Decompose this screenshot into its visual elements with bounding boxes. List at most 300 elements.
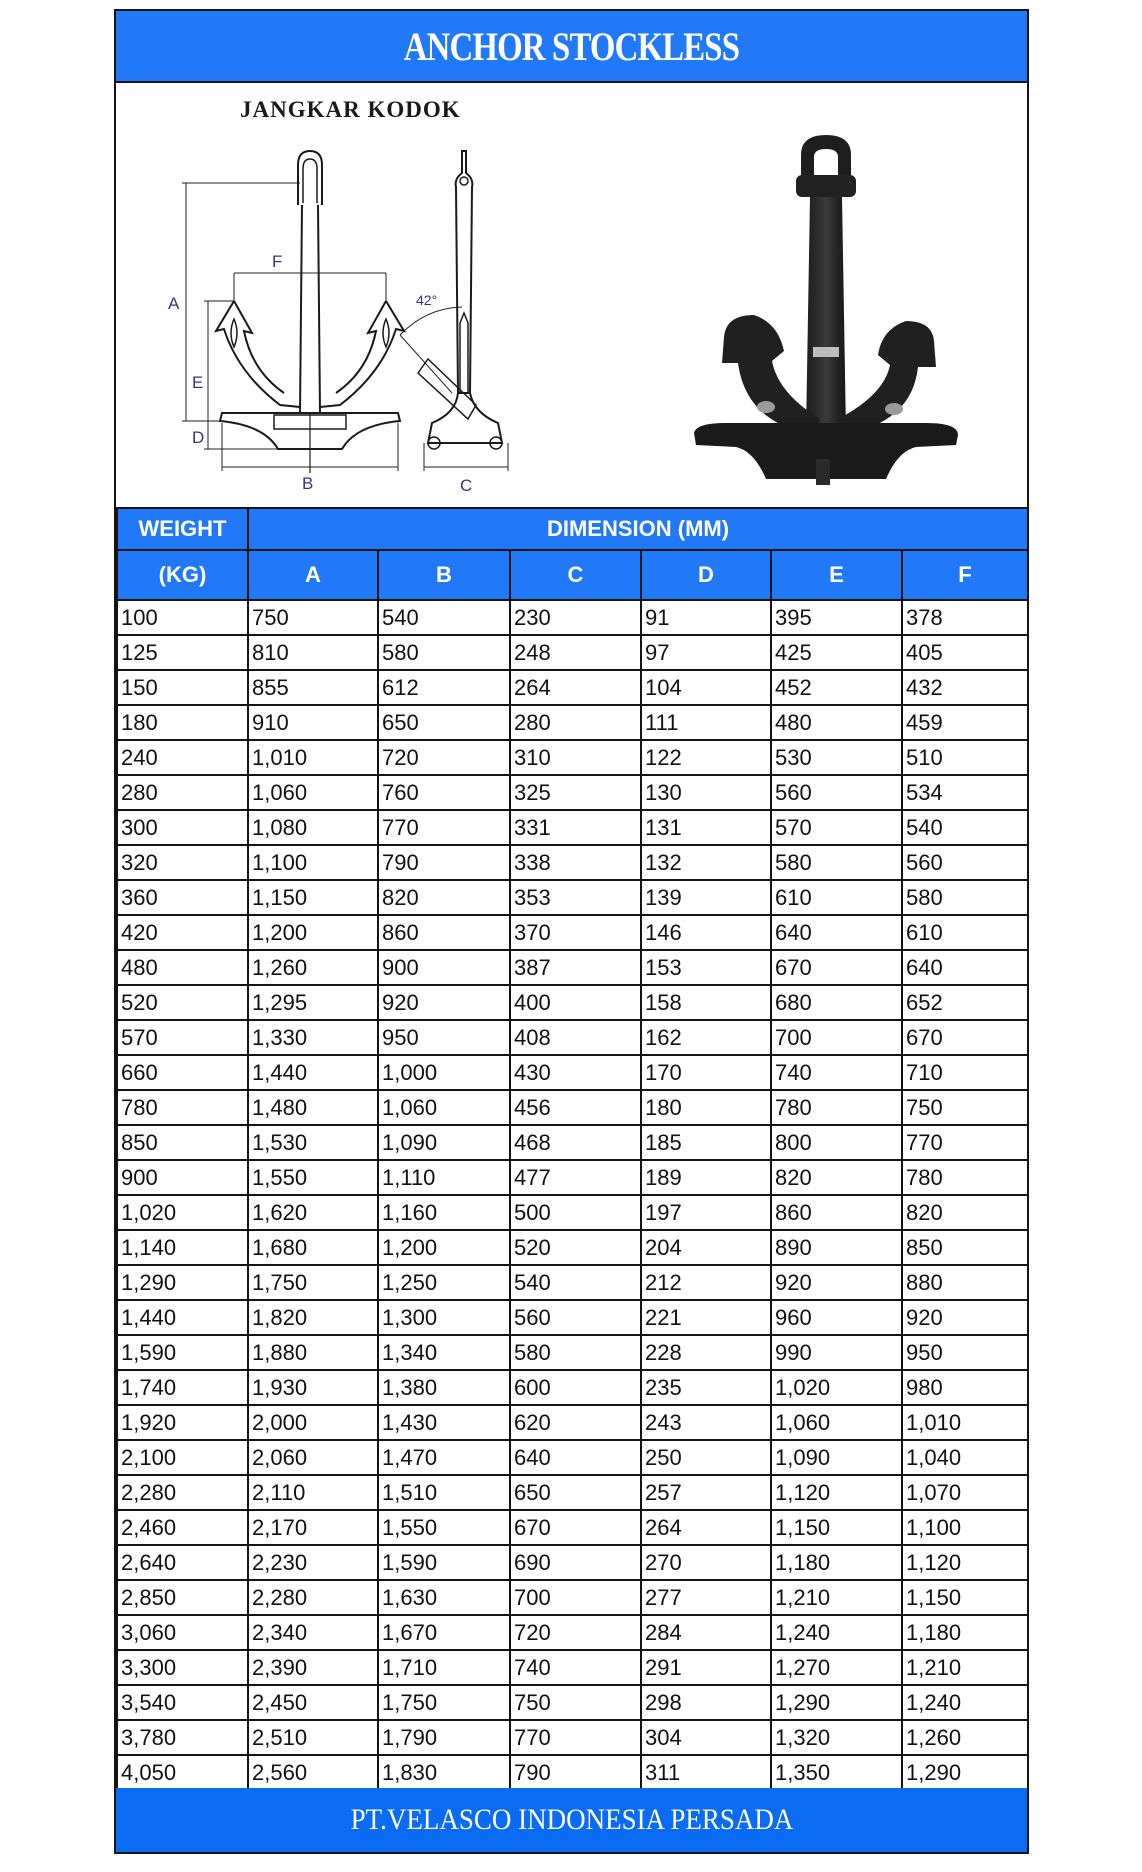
table-row bbox=[117, 1580, 1028, 1615]
cell-d: 162 bbox=[641, 1020, 771, 1055]
table-row bbox=[117, 740, 1028, 775]
cell-e: 960 bbox=[771, 1300, 902, 1335]
cell-d: 131 bbox=[641, 810, 771, 845]
cell-b: 1,060 bbox=[378, 1090, 510, 1125]
cell-b: 1,670 bbox=[378, 1615, 510, 1650]
cell-b: 580 bbox=[378, 635, 510, 670]
cell-b: 950 bbox=[378, 1020, 510, 1055]
cell-b: 1,590 bbox=[378, 1545, 510, 1580]
table-row bbox=[117, 1125, 1028, 1160]
cell-e: 1,150 bbox=[771, 1510, 902, 1545]
cell-d: 264 bbox=[641, 1510, 771, 1545]
cell-b: 1,110 bbox=[378, 1160, 510, 1195]
cell-a: 1,620 bbox=[248, 1195, 378, 1230]
cell-weight: 3,540 bbox=[117, 1685, 248, 1720]
cell-f: 1,100 bbox=[902, 1510, 1028, 1545]
table-row bbox=[117, 915, 1028, 950]
label-angle: 42° bbox=[416, 292, 438, 308]
cell-e: 890 bbox=[771, 1230, 902, 1265]
cell-c: 580 bbox=[510, 1335, 641, 1370]
cell-a: 1,750 bbox=[248, 1265, 378, 1300]
cell-weight: 125 bbox=[117, 635, 248, 670]
cell-b: 1,160 bbox=[378, 1195, 510, 1230]
cell-e: 1,060 bbox=[771, 1405, 902, 1440]
table-row bbox=[117, 1720, 1028, 1755]
cell-d: 180 bbox=[641, 1090, 771, 1125]
cell-f: 540 bbox=[902, 810, 1028, 845]
cell-b: 860 bbox=[378, 915, 510, 950]
table-body bbox=[117, 600, 1028, 1790]
cell-d: 221 bbox=[641, 1300, 771, 1335]
cell-e: 530 bbox=[771, 740, 902, 775]
cell-f: 710 bbox=[902, 1055, 1028, 1090]
cell-weight: 480 bbox=[117, 950, 248, 985]
cell-a: 1,550 bbox=[248, 1160, 378, 1195]
cell-c: 600 bbox=[510, 1370, 641, 1405]
cell-f: 580 bbox=[902, 880, 1028, 915]
cell-c: 370 bbox=[510, 915, 641, 950]
cell-e: 560 bbox=[771, 775, 902, 810]
cell-c: 408 bbox=[510, 1020, 641, 1055]
cell-a: 1,440 bbox=[248, 1055, 378, 1090]
cell-weight: 300 bbox=[117, 810, 248, 845]
cell-c: 700 bbox=[510, 1580, 641, 1615]
table-row bbox=[117, 845, 1028, 880]
cell-d: 130 bbox=[641, 775, 771, 810]
cell-weight: 4,050 bbox=[117, 1755, 248, 1790]
cell-c: 468 bbox=[510, 1125, 641, 1160]
company-name: PT.VELASCO INDONESIA PERSADA bbox=[350, 1803, 793, 1836]
cell-weight: 150 bbox=[117, 670, 248, 705]
cell-f: 459 bbox=[902, 705, 1028, 740]
cell-a: 1,150 bbox=[248, 880, 378, 915]
cell-a: 2,000 bbox=[248, 1405, 378, 1440]
cell-c: 477 bbox=[510, 1160, 641, 1195]
cell-weight: 100 bbox=[117, 600, 248, 635]
header-c: C bbox=[510, 550, 641, 600]
cell-d: 158 bbox=[641, 985, 771, 1020]
cell-e: 680 bbox=[771, 985, 902, 1020]
cell-b: 650 bbox=[378, 705, 510, 740]
cell-a: 1,260 bbox=[248, 950, 378, 985]
header-a: A bbox=[248, 550, 378, 600]
cell-b: 1,300 bbox=[378, 1300, 510, 1335]
cell-b: 1,430 bbox=[378, 1405, 510, 1440]
cell-c: 310 bbox=[510, 740, 641, 775]
label-b: B bbox=[302, 474, 314, 493]
cell-c: 640 bbox=[510, 1440, 641, 1475]
label-a: A bbox=[168, 294, 180, 313]
cell-c: 325 bbox=[510, 775, 641, 810]
table-row bbox=[117, 1300, 1028, 1335]
cell-weight: 180 bbox=[117, 705, 248, 740]
cell-f: 820 bbox=[902, 1195, 1028, 1230]
cell-c: 740 bbox=[510, 1650, 641, 1685]
cell-weight: 1,740 bbox=[117, 1370, 248, 1405]
table-row bbox=[117, 810, 1028, 845]
cell-weight: 1,590 bbox=[117, 1335, 248, 1370]
table-row bbox=[117, 985, 1028, 1020]
cell-e: 1,020 bbox=[771, 1370, 902, 1405]
cell-d: 277 bbox=[641, 1580, 771, 1615]
cell-c: 500 bbox=[510, 1195, 641, 1230]
cell-f: 534 bbox=[902, 775, 1028, 810]
cell-b: 900 bbox=[378, 950, 510, 985]
cell-d: 146 bbox=[641, 915, 771, 950]
cell-a: 1,530 bbox=[248, 1125, 378, 1160]
cell-b: 1,750 bbox=[378, 1685, 510, 1720]
cell-f: 1,240 bbox=[902, 1685, 1028, 1720]
cell-c: 338 bbox=[510, 845, 641, 880]
cell-d: 132 bbox=[641, 845, 771, 880]
cell-weight: 2,100 bbox=[117, 1440, 248, 1475]
cell-f: 1,290 bbox=[902, 1755, 1028, 1790]
cell-d: 122 bbox=[641, 740, 771, 775]
table-row bbox=[117, 1405, 1028, 1440]
cell-d: 250 bbox=[641, 1440, 771, 1475]
cell-e: 780 bbox=[771, 1090, 902, 1125]
cell-c: 331 bbox=[510, 810, 641, 845]
cell-d: 291 bbox=[641, 1650, 771, 1685]
cell-f: 780 bbox=[902, 1160, 1028, 1195]
cell-d: 298 bbox=[641, 1685, 771, 1720]
cell-e: 395 bbox=[771, 600, 902, 635]
header-kg: (KG) bbox=[117, 550, 248, 600]
cell-c: 750 bbox=[510, 1685, 641, 1720]
cell-b: 1,790 bbox=[378, 1720, 510, 1755]
cell-c: 280 bbox=[510, 705, 641, 740]
table-row bbox=[117, 600, 1028, 635]
cell-a: 1,330 bbox=[248, 1020, 378, 1055]
cell-c: 353 bbox=[510, 880, 641, 915]
cell-c: 248 bbox=[510, 635, 641, 670]
cell-f: 432 bbox=[902, 670, 1028, 705]
cell-f: 770 bbox=[902, 1125, 1028, 1160]
cell-e: 860 bbox=[771, 1195, 902, 1230]
cell-weight: 360 bbox=[117, 880, 248, 915]
cell-e: 570 bbox=[771, 810, 902, 845]
table-row bbox=[117, 1755, 1028, 1790]
cell-c: 670 bbox=[510, 1510, 641, 1545]
cell-weight: 240 bbox=[117, 740, 248, 775]
cell-a: 1,200 bbox=[248, 915, 378, 950]
cell-a: 1,680 bbox=[248, 1230, 378, 1265]
cell-weight: 1,020 bbox=[117, 1195, 248, 1230]
cell-b: 920 bbox=[378, 985, 510, 1020]
table-row bbox=[117, 705, 1028, 740]
cell-f: 1,210 bbox=[902, 1650, 1028, 1685]
cell-e: 1,270 bbox=[771, 1650, 902, 1685]
header-weight: WEIGHT bbox=[117, 508, 248, 550]
cell-d: 204 bbox=[641, 1230, 771, 1265]
cell-d: 185 bbox=[641, 1125, 771, 1160]
cell-c: 650 bbox=[510, 1475, 641, 1510]
cell-e: 990 bbox=[771, 1335, 902, 1370]
table-row bbox=[117, 1195, 1028, 1230]
cell-f: 510 bbox=[902, 740, 1028, 775]
cell-a: 1,010 bbox=[248, 740, 378, 775]
label-e: E bbox=[192, 373, 204, 392]
cell-f: 1,150 bbox=[902, 1580, 1028, 1615]
cell-b: 1,830 bbox=[378, 1755, 510, 1790]
cell-c: 230 bbox=[510, 600, 641, 635]
cell-b: 540 bbox=[378, 600, 510, 635]
cell-b: 1,470 bbox=[378, 1440, 510, 1475]
cell-e: 1,350 bbox=[771, 1755, 902, 1790]
cell-c: 770 bbox=[510, 1720, 641, 1755]
cell-c: 620 bbox=[510, 1405, 641, 1440]
cell-b: 1,250 bbox=[378, 1265, 510, 1300]
cell-b: 612 bbox=[378, 670, 510, 705]
table-row bbox=[117, 1055, 1028, 1090]
cell-f: 652 bbox=[902, 985, 1028, 1020]
cell-a: 2,340 bbox=[248, 1615, 378, 1650]
cell-a: 910 bbox=[248, 705, 378, 740]
cell-d: 111 bbox=[641, 705, 771, 740]
cell-e: 670 bbox=[771, 950, 902, 985]
cell-f: 920 bbox=[902, 1300, 1028, 1335]
cell-b: 1,510 bbox=[378, 1475, 510, 1510]
cell-f: 750 bbox=[902, 1090, 1028, 1125]
table-row bbox=[117, 775, 1028, 810]
cell-f: 378 bbox=[902, 600, 1028, 635]
cell-weight: 2,460 bbox=[117, 1510, 248, 1545]
table-row bbox=[117, 1020, 1028, 1055]
cell-e: 1,180 bbox=[771, 1545, 902, 1580]
label-f: F bbox=[272, 252, 283, 271]
page-title: ANCHOR STOCKLESS bbox=[403, 23, 740, 69]
cell-b: 1,380 bbox=[378, 1370, 510, 1405]
label-c: C bbox=[460, 476, 473, 495]
cell-b: 1,630 bbox=[378, 1580, 510, 1615]
table-row bbox=[117, 880, 1028, 915]
cell-weight: 570 bbox=[117, 1020, 248, 1055]
cell-a: 2,230 bbox=[248, 1545, 378, 1580]
table-row bbox=[117, 1650, 1028, 1685]
cell-d: 311 bbox=[641, 1755, 771, 1790]
cell-f: 980 bbox=[902, 1370, 1028, 1405]
cell-e: 800 bbox=[771, 1125, 902, 1160]
table-row bbox=[117, 1545, 1028, 1580]
cell-e: 740 bbox=[771, 1055, 902, 1090]
cell-a: 1,100 bbox=[248, 845, 378, 880]
cell-b: 820 bbox=[378, 880, 510, 915]
table-row bbox=[117, 1685, 1028, 1720]
cell-e: 820 bbox=[771, 1160, 902, 1195]
cell-f: 1,010 bbox=[902, 1405, 1028, 1440]
cell-c: 387 bbox=[510, 950, 641, 985]
cell-d: 257 bbox=[641, 1475, 771, 1510]
table-row bbox=[117, 1475, 1028, 1510]
cell-e: 1,120 bbox=[771, 1475, 902, 1510]
cell-weight: 3,300 bbox=[117, 1650, 248, 1685]
table-row bbox=[117, 1440, 1028, 1475]
cell-f: 670 bbox=[902, 1020, 1028, 1055]
cell-c: 456 bbox=[510, 1090, 641, 1125]
cell-f: 610 bbox=[902, 915, 1028, 950]
cell-weight: 280 bbox=[117, 775, 248, 810]
footer-bar bbox=[116, 1788, 1027, 1852]
figure-area bbox=[116, 83, 1027, 509]
header-f: F bbox=[902, 550, 1028, 600]
cell-d: 284 bbox=[641, 1615, 771, 1650]
cell-c: 430 bbox=[510, 1055, 641, 1090]
cell-a: 1,880 bbox=[248, 1335, 378, 1370]
cell-weight: 850 bbox=[117, 1125, 248, 1160]
table-column-header-row bbox=[117, 550, 1028, 600]
cell-a: 1,930 bbox=[248, 1370, 378, 1405]
table-row bbox=[117, 1160, 1028, 1195]
spec-sheet bbox=[114, 9, 1029, 1854]
cell-e: 1,210 bbox=[771, 1580, 902, 1615]
cell-e: 700 bbox=[771, 1020, 902, 1055]
cell-e: 480 bbox=[771, 705, 902, 740]
cell-c: 720 bbox=[510, 1615, 641, 1650]
cell-d: 212 bbox=[641, 1265, 771, 1300]
cell-weight: 320 bbox=[117, 845, 248, 880]
cell-weight: 1,290 bbox=[117, 1265, 248, 1300]
cell-f: 950 bbox=[902, 1335, 1028, 1370]
cell-a: 750 bbox=[248, 600, 378, 635]
cell-d: 104 bbox=[641, 670, 771, 705]
cell-f: 1,120 bbox=[902, 1545, 1028, 1580]
table-row bbox=[117, 1230, 1028, 1265]
cell-d: 197 bbox=[641, 1195, 771, 1230]
header-dimension: DIMENSION (MM) bbox=[248, 508, 1028, 550]
cell-e: 580 bbox=[771, 845, 902, 880]
cell-b: 1,000 bbox=[378, 1055, 510, 1090]
cell-weight: 2,640 bbox=[117, 1545, 248, 1580]
table-row bbox=[117, 670, 1028, 705]
cell-b: 1,710 bbox=[378, 1650, 510, 1685]
cell-c: 690 bbox=[510, 1545, 641, 1580]
cell-a: 1,820 bbox=[248, 1300, 378, 1335]
cell-e: 452 bbox=[771, 670, 902, 705]
cell-b: 770 bbox=[378, 810, 510, 845]
cell-weight: 3,780 bbox=[117, 1720, 248, 1755]
cell-d: 270 bbox=[641, 1545, 771, 1580]
anchor-dimension-diagram bbox=[156, 143, 576, 503]
cell-c: 264 bbox=[510, 670, 641, 705]
cell-d: 139 bbox=[641, 880, 771, 915]
table-row bbox=[117, 1090, 1028, 1125]
table-row bbox=[117, 635, 1028, 670]
cell-weight: 520 bbox=[117, 985, 248, 1020]
cell-a: 2,110 bbox=[248, 1475, 378, 1510]
cell-f: 1,070 bbox=[902, 1475, 1028, 1510]
cell-a: 1,295 bbox=[248, 985, 378, 1020]
cell-e: 425 bbox=[771, 635, 902, 670]
cell-f: 1,040 bbox=[902, 1440, 1028, 1475]
cell-e: 1,240 bbox=[771, 1615, 902, 1650]
cell-f: 850 bbox=[902, 1230, 1028, 1265]
cell-d: 235 bbox=[641, 1370, 771, 1405]
table-row bbox=[117, 1335, 1028, 1370]
cell-weight: 1,440 bbox=[117, 1300, 248, 1335]
cell-weight: 660 bbox=[117, 1055, 248, 1090]
cell-a: 810 bbox=[248, 635, 378, 670]
cell-d: 170 bbox=[641, 1055, 771, 1090]
cell-f: 1,260 bbox=[902, 1720, 1028, 1755]
cell-e: 1,320 bbox=[771, 1720, 902, 1755]
table-row bbox=[117, 1370, 1028, 1405]
cell-d: 91 bbox=[641, 600, 771, 635]
cell-a: 855 bbox=[248, 670, 378, 705]
cell-e: 640 bbox=[771, 915, 902, 950]
cell-weight: 900 bbox=[117, 1160, 248, 1195]
cell-weight: 420 bbox=[117, 915, 248, 950]
cell-d: 97 bbox=[641, 635, 771, 670]
cell-d: 304 bbox=[641, 1720, 771, 1755]
cell-b: 1,550 bbox=[378, 1510, 510, 1545]
cell-c: 560 bbox=[510, 1300, 641, 1335]
figure-caption: JANGKAR KODOK bbox=[240, 97, 461, 122]
cell-weight: 1,140 bbox=[117, 1230, 248, 1265]
label-d: D bbox=[192, 428, 205, 447]
cell-weight: 2,280 bbox=[117, 1475, 248, 1510]
cell-weight: 2,850 bbox=[117, 1580, 248, 1615]
cell-weight: 1,920 bbox=[117, 1405, 248, 1440]
cell-weight: 780 bbox=[117, 1090, 248, 1125]
header-d: D bbox=[641, 550, 771, 600]
cell-f: 880 bbox=[902, 1265, 1028, 1300]
table-row bbox=[117, 950, 1028, 985]
cell-f: 560 bbox=[902, 845, 1028, 880]
cell-weight: 3,060 bbox=[117, 1615, 248, 1650]
cell-e: 920 bbox=[771, 1265, 902, 1300]
cell-d: 153 bbox=[641, 950, 771, 985]
cell-a: 2,560 bbox=[248, 1755, 378, 1790]
table-row bbox=[117, 1510, 1028, 1545]
cell-e: 1,090 bbox=[771, 1440, 902, 1475]
table-group-header-row bbox=[117, 508, 1028, 550]
header-e: E bbox=[771, 550, 902, 600]
cell-d: 228 bbox=[641, 1335, 771, 1370]
cell-b: 790 bbox=[378, 845, 510, 880]
cell-a: 2,390 bbox=[248, 1650, 378, 1685]
cell-a: 2,170 bbox=[248, 1510, 378, 1545]
dimension-table bbox=[116, 507, 1029, 1791]
cell-b: 1,090 bbox=[378, 1125, 510, 1160]
header-b: B bbox=[378, 550, 510, 600]
title-bar bbox=[116, 11, 1027, 83]
cell-d: 189 bbox=[641, 1160, 771, 1195]
cell-e: 610 bbox=[771, 880, 902, 915]
cell-c: 790 bbox=[510, 1755, 641, 1790]
cell-f: 405 bbox=[902, 635, 1028, 670]
cell-a: 2,060 bbox=[248, 1440, 378, 1475]
cell-b: 1,200 bbox=[378, 1230, 510, 1265]
cell-e: 1,290 bbox=[771, 1685, 902, 1720]
cell-a: 2,510 bbox=[248, 1720, 378, 1755]
cell-a: 1,080 bbox=[248, 810, 378, 845]
table-row bbox=[117, 1615, 1028, 1650]
cell-b: 760 bbox=[378, 775, 510, 810]
cell-a: 2,450 bbox=[248, 1685, 378, 1720]
table-row bbox=[117, 1265, 1028, 1300]
cell-a: 2,280 bbox=[248, 1580, 378, 1615]
cell-f: 640 bbox=[902, 950, 1028, 985]
cell-b: 1,340 bbox=[378, 1335, 510, 1370]
cell-f: 1,180 bbox=[902, 1615, 1028, 1650]
cell-b: 720 bbox=[378, 740, 510, 775]
cell-d: 243 bbox=[641, 1405, 771, 1440]
cell-a: 1,480 bbox=[248, 1090, 378, 1125]
stockless-anchor-photo bbox=[686, 123, 966, 493]
cell-c: 540 bbox=[510, 1265, 641, 1300]
cell-c: 400 bbox=[510, 985, 641, 1020]
cell-c: 520 bbox=[510, 1230, 641, 1265]
